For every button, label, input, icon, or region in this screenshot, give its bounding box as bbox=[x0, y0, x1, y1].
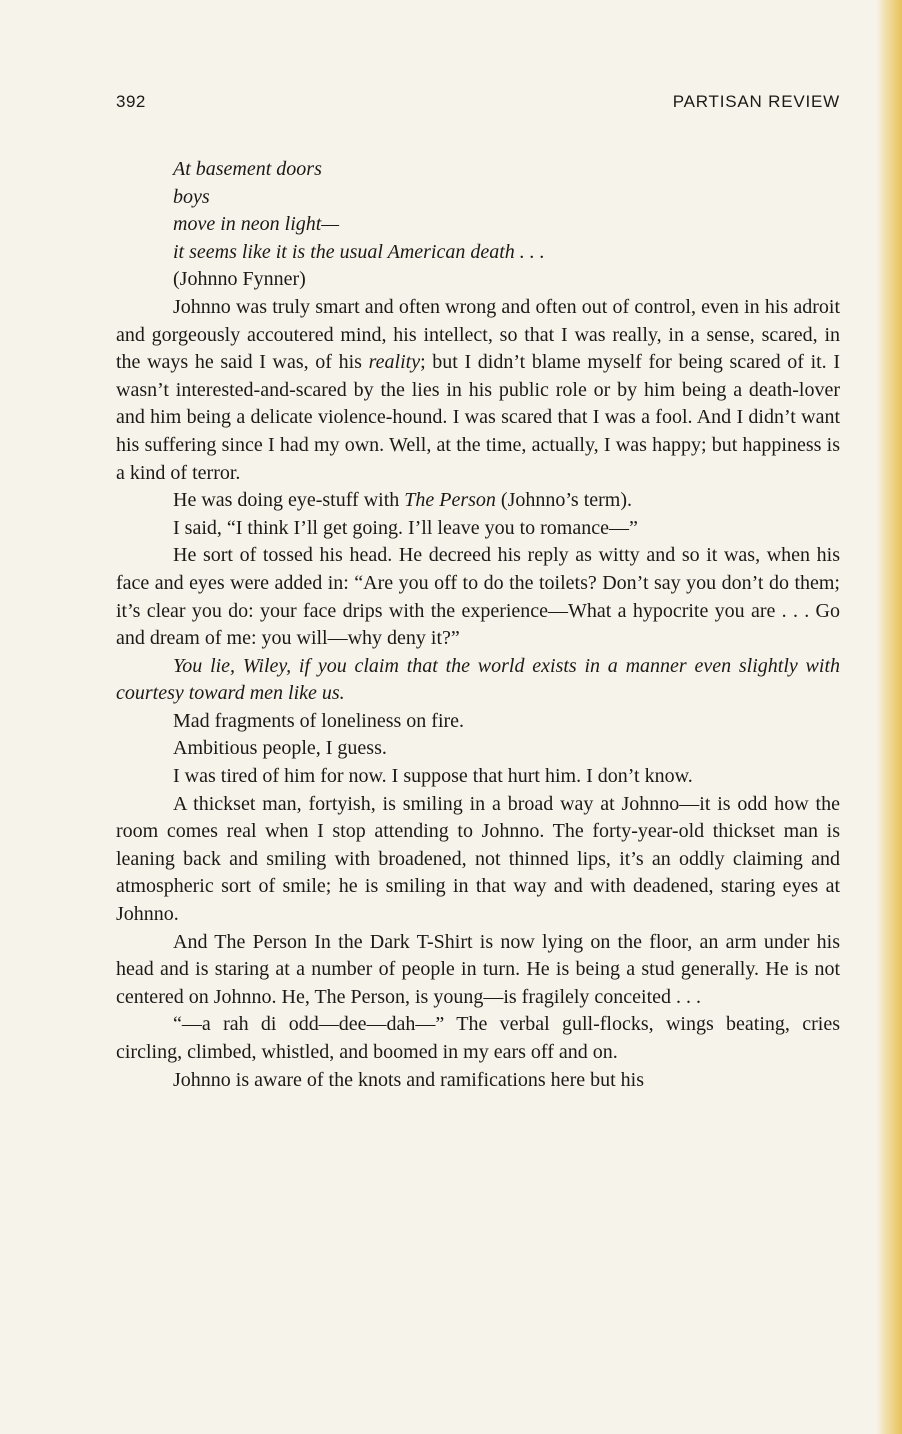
verse-line: boys bbox=[173, 185, 210, 208]
paragraph: Ambitious people, I guess. bbox=[173, 737, 387, 760]
paragraph-italic: reality bbox=[368, 351, 421, 374]
paragraph: I said, “I think I’ll get going. I’ll leave you to romance—” bbox=[173, 516, 638, 539]
verse-line: move in neon light— bbox=[173, 213, 340, 236]
running-head: PARTISAN REVIEW bbox=[672, 92, 840, 111]
paragraph-text: Johnno was truly smart and often wrong and often out of control, even in his adroit and gorgeously accoutered mind, his intellect, so that I was really, in a sense, scared, in the ways he said I was, of his bbox=[116, 295, 840, 374]
paragraph: And The Person In the Dark T-Shirt is now lying on the floor, an arm under his head and is staring at a number of people in turn. He is being a stud generally. He is not centered on Johnno. He, The Person, is young—is fragilely conceited . . . bbox=[116, 930, 840, 1008]
verse-line: At basement doors bbox=[173, 158, 322, 180]
paragraph: “—a rah di odd—dee—dah—” The verbal gull-flocks, wings beating, cries circling, climbed, whistled, and boomed in my ears off and on. bbox=[116, 1013, 840, 1063]
paragraph: Mad fragments of loneliness on fire. bbox=[173, 709, 465, 732]
paragraph: A thickset man, fortyish, is smiling in a broad way at Johnno—it is odd how the room comes real when I stop attending to Johnno. The forty-year-old thickset man is leaning back and smiling with broadened, not thinned lips, it’s an oddly claiming and atmospheric sort of smile; he is smiling in that way and with deadened, staring eyes at Johnno. bbox=[116, 792, 840, 926]
paragraph bbox=[116, 294, 840, 487]
paragraph-text: He was doing eye-stuff with bbox=[173, 489, 405, 512]
verse-line: it seems like it is the usual American death . . . bbox=[173, 240, 545, 263]
paragraph-italic: The Person bbox=[404, 489, 496, 512]
page-edge-shadow bbox=[876, 0, 902, 1434]
paragraph-italic: You lie, Wiley, if you claim that the world exists in a manner even slightly with courtesy toward men like us. bbox=[116, 654, 840, 705]
paragraph bbox=[116, 487, 840, 515]
paragraph-text: (Johnno’s term). bbox=[495, 489, 633, 512]
page-number: 392 bbox=[116, 92, 146, 111]
body-text bbox=[116, 156, 840, 1094]
verse-attribution: (Johnno Fynner) bbox=[173, 268, 306, 291]
page-header bbox=[116, 92, 840, 118]
paragraph: Johnno is aware of the knots and ramifications here but his bbox=[173, 1068, 644, 1091]
paragraph: I was tired of him for now. I suppose that hurt him. I don’t know. bbox=[173, 765, 693, 788]
paragraph: He sort of tossed his head. He decreed his reply as witty and so it was, when his face and eyes were added in: “Are you off to do the toilets? Don’t say you don’t do them; it’s clear you do: your face drips with the experience—What a hypocrite you are . . . Go and dream of me: you will—why deny it?” bbox=[116, 544, 840, 650]
paragraph-text: ; but I didn’t blame myself for being scared of it. I wasn’t interested-and-scared by the lies in his public role or by him being a death-lover and him being a delicate violence-hound. I was scared that I was a fool. And I didn’t want his suffering since I had my own. Well, at the time, actually, I was happy; but happiness is a kind of terror. bbox=[116, 351, 840, 484]
